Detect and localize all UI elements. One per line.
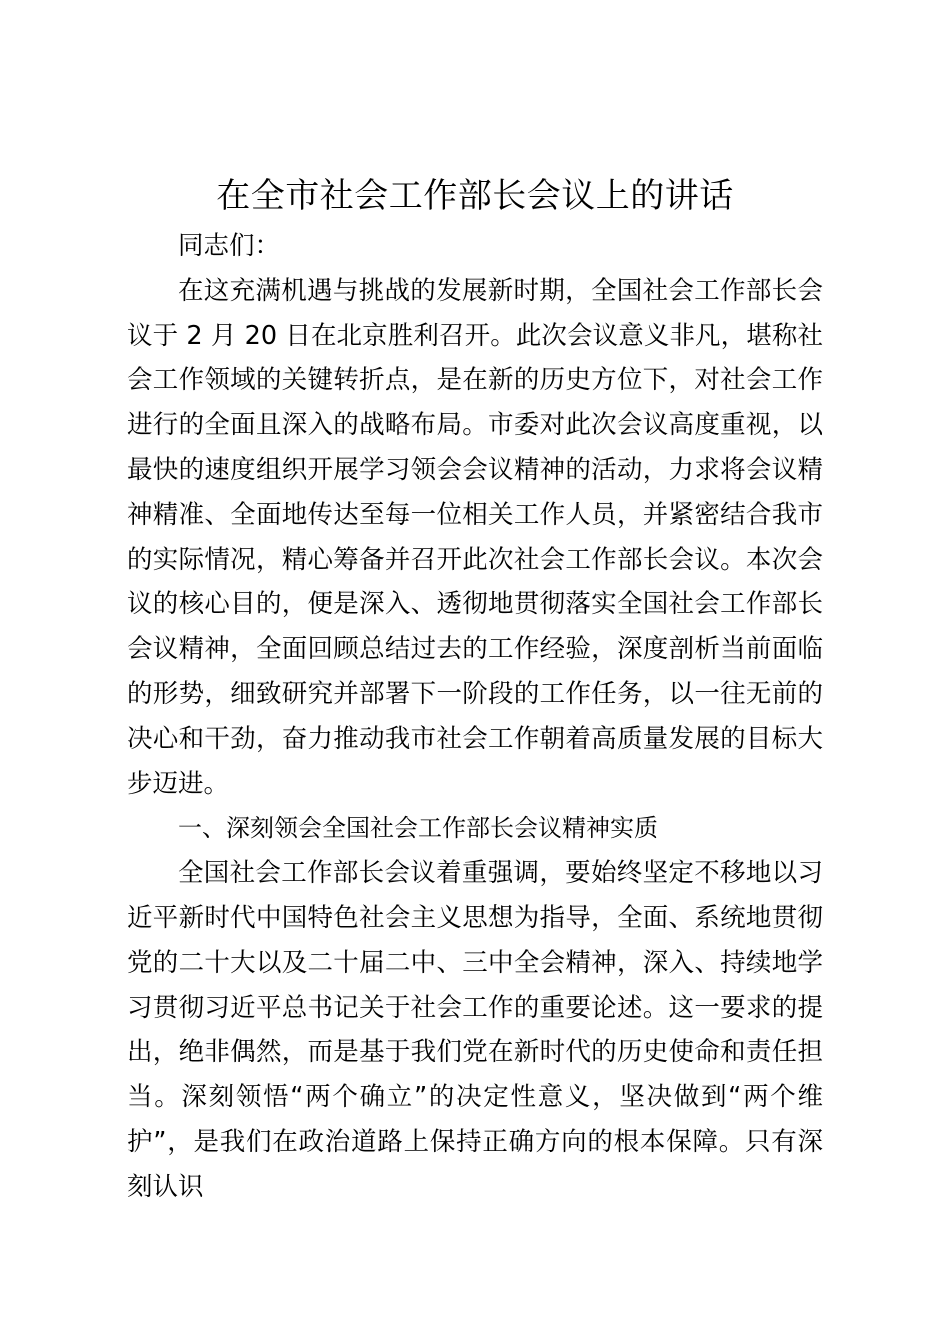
document-title: 在全市社会工作部长会议上的讲话 [216,176,734,216]
salutation: 同志们： [178,231,281,261]
section-heading-1: 一、深刻领会全国社会工作部长会议精神实质 [178,814,658,843]
paragraph-intro: 在这充满机遇与挑战的发展新时期，全国社会工作部长会议于 2 月 20 日在北京胜利召开。此次会议意义非凡，堪称社会工作领域的关键转折点，是在新的历史方位下，对社会工作进行的全面且深入的战略布局。市委对此次会议高度重视，以最快的速度组织开展学习领会会议精神的活动，力求将会议精神精准、全面地传达至每一位相关工作人员，并紧密结合我市的实际情况，精心筹备并召开此次社会工作部长会议。本次会议的核心目的，便是深入、透彻地贯彻落实全国社会工作部长会议精神，全面回顾总结过去的工作经验，深度剖析当前面临的形势，细致研究并部署下一阶段的工作任务，以一往无前的决心和干劲，奋力推动我市社会工作朝着高质量发展的目标大步迈进。 [127,275,823,799]
document-body [127,224,823,1210]
paragraph-section-1: 全国社会工作部长会议着重强调，要始终坚定不移地以习近平新时代中国特色社会主义思想为指导，全面、系统地贯彻党的二十大以及二十届二中、三中全会精神，深入、持续地学习贯彻习近平总书记关于社会工作的重要论述。这一要求的提出，绝非偶然，而是基于我们党在新时代的历史使命和责任担当。深刻领悟“两个确立”的决定性意义，坚决做到“两个维护”，是我们在政治道路上保持正确方向的根本保障。只有深刻认识 [127,858,823,1202]
